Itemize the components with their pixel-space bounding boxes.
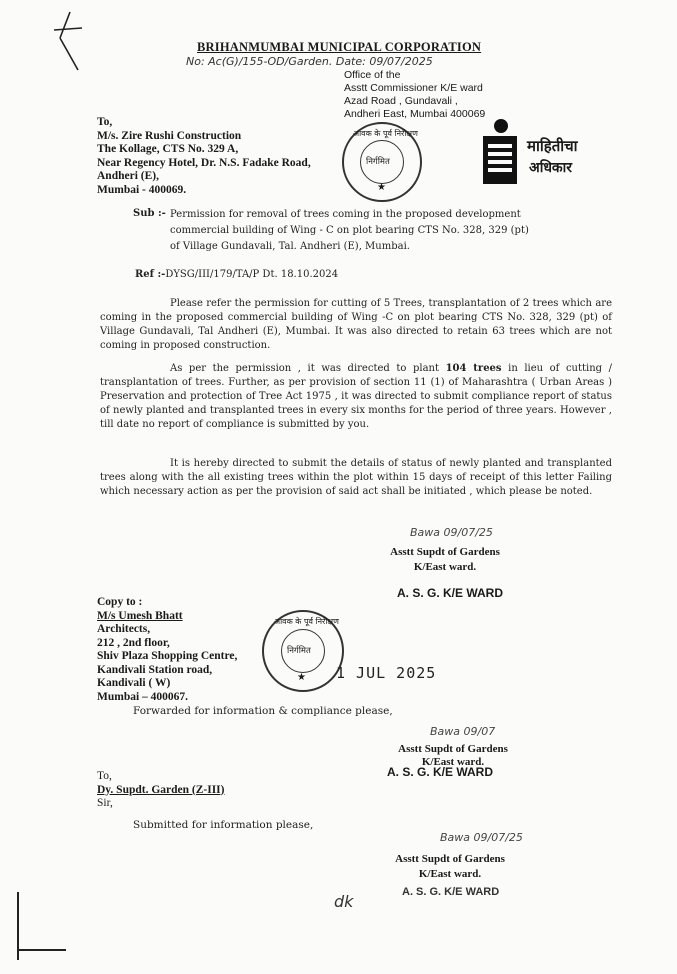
signatory-block-3: Asstt Supdt of Gardens K/East ward. [395,853,505,880]
to-label: To, [97,116,113,128]
forward-note: Forwarded for information & compliance please, [133,705,393,717]
signature-2: Bawa 09/07 [430,725,496,738]
asg-stamp-3: A. S. G. K/E WARD [402,886,500,898]
handwritten-ref-number: No: Ac(G)/155-OD/Garden. Date: 09/07/2025 [186,55,433,68]
signature-3: Bawa 09/07/25 [440,831,523,844]
addressee-block [97,116,311,197]
office-seal-stamp: आवक के पूर्व निरीक्षण निर्गमित ★ [342,122,422,202]
margin-bracket-mark [14,890,74,970]
signatory-block-1: Asstt Supdt of Gardens K/East ward. [390,546,500,573]
copy-to-name: M/s Umesh Bhatt [97,609,183,622]
asg-stamp-2: A. S. G. K/E WARD [387,765,494,779]
paragraph-permission: Please refer the permission for cutting of 5 Trees, transplantation of 2 trees which are coming in the proposed commercial building of Wing -C on plot bearing CTS No. 328, 329 (pt) of Village Gundavali, Tal Andheri (E), Mumbai. It was also directed to retain 63 trees which are not coming in proposed construction. [100,298,612,351]
corner-pen-mark [48,8,88,78]
dy-supdt-block: To, Dy. Supdt. Garden (Z-III) Sir, [97,770,225,809]
signatory-block-2: Asstt Supdt of Gardens K/East ward. [398,743,508,768]
addressee-line: The Kollage, CTS No. 329 A, [97,143,239,155]
addressee-line: Near Regency Hotel, Dr. N.S. Fadake Road, [97,156,311,169]
org-title: BRIHANMUMBAI MUNICIPAL CORPORATION [197,40,482,54]
received-date-stamp: 1 JUL 2025 [336,664,437,682]
submitted-note: Submitted for information please, [133,819,314,831]
asg-stamp-1: A. S. G. K/E WARD [397,586,504,600]
subject-label: Sub :- [133,208,166,219]
rti-logo: माहितीचा अधिकार [479,118,589,188]
office-seal-stamp-2: आवक के पूर्व निरीक्षण निर्गमित ★ [262,610,344,692]
paragraph-compliance: As per the permission , it was directed to plant 104 trees in lieu of cutting / transplantation of trees. Further, as per provision of section 11 (1) of Maharashtra ( Urban Areas ) Preservation and protection of Tree Act 1975 , it was directed to submit compliance report of status of newly planted and transplanted trees in every six months for the period of three years. However , till date no report of compliance is submitted by you. [100,363,613,430]
initials: dk [334,892,354,911]
paragraph-directive: It is hereby directed to submit the details of status of newly planted and transplanted trees along with the all existing trees within the plot within 15 days of receipt of this letter Failing which necessary action as per the provision of said act shall be initiated , which please be noted. [100,458,612,497]
reference-line: Ref :-DYSG/III/179/TA/P Dt. 18.10.2024 [135,269,339,280]
subject-text: Permission for removal of trees coming in the proposed development commercial building of Wing - C on plot bearing CTS No. 328, 329 (pt) of Village Gundavali, Tal. Andheri (E), Mumbai. [170,209,529,252]
information-icon [479,118,519,186]
addressee-line: Mumbai - 400069. [97,183,187,196]
copy-to-block: Copy to : M/s Umesh Bhatt Architects, 212 , 2nd floor, Shiv Plaza Shopping Centre, Kandivali Station road, Kandivali ( W) Mumbai – 400067. [97,596,238,703]
office-address: Office of the Asstt Commissioner K/E ward Azad Road , Gundavali , Andheri East, Mumbai 400069 [344,69,486,120]
addressee-line: Andheri (E), [97,170,159,182]
addressee-line: M/s. Zire Rushi Construction [97,129,242,142]
signature-1: Bawa 09/07/25 [410,526,493,539]
copy-to-label: Copy to : [97,596,143,608]
